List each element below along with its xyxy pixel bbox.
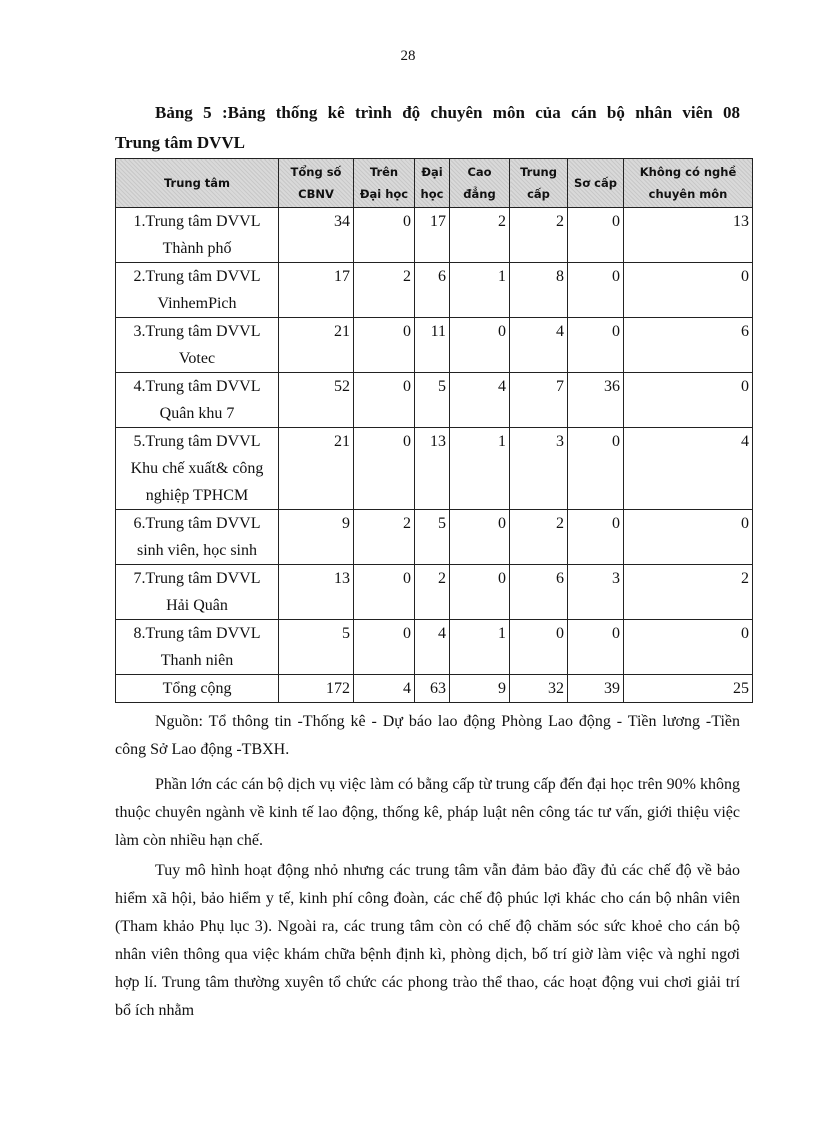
cell-no-qualification: 6 (624, 318, 753, 373)
caption-line-2: Trung tâm DVVL (115, 133, 246, 152)
cell-university: 5 (415, 510, 450, 565)
cell-elementary: 0 (568, 620, 624, 675)
center-name: 7.Trung tâm DVVL Hải Quân (116, 565, 279, 620)
page-number: 28 (400, 48, 416, 64)
header-total-staff: Tổng số CBNV (279, 159, 354, 208)
table-row (116, 565, 753, 620)
cell-no-qualification: 2 (624, 565, 753, 620)
table-row (116, 263, 753, 318)
total-no-qualification: 25 (624, 675, 753, 703)
cell-total-staff: 9 (279, 510, 354, 565)
total-staff: 172 (279, 675, 354, 703)
cell-total-staff: 13 (279, 565, 354, 620)
cell-college: 0 (450, 565, 510, 620)
cell-total-staff: 21 (279, 318, 354, 373)
center-name: 1.Trung tâm DVVL Thành phố (116, 208, 279, 263)
cell-postgraduate: 0 (354, 620, 415, 675)
cell-elementary: 3 (568, 565, 624, 620)
table-row (116, 428, 753, 510)
total-university: 63 (415, 675, 450, 703)
center-name: 8.Trung tâm DVVL Thanh niên (116, 620, 279, 675)
cell-college: 0 (450, 318, 510, 373)
cell-total-staff: 17 (279, 263, 354, 318)
header-intermediate: Trung cấp (510, 159, 568, 208)
cell-university: 11 (415, 318, 450, 373)
header-college: Cao đẳng (450, 159, 510, 208)
cell-university: 6 (415, 263, 450, 318)
cell-university: 4 (415, 620, 450, 675)
cell-university: 13 (415, 428, 450, 510)
cell-no-qualification: 0 (624, 263, 753, 318)
table-row (116, 620, 753, 675)
table-header-row (116, 159, 753, 208)
table-caption (115, 98, 740, 158)
caption-line-1: Bảng 5 :Bảng thống kê trình độ chuyên môn của cán bộ nhân viên 08 (155, 103, 740, 122)
header-university: Đại học (415, 159, 450, 208)
table-row (116, 373, 753, 428)
header-postgraduate: Trên Đại học (354, 159, 415, 208)
cell-no-qualification: 0 (624, 620, 753, 675)
cell-intermediate: 0 (510, 620, 568, 675)
cell-college: 1 (450, 428, 510, 510)
header-elementary: Sơ cấp (568, 159, 624, 208)
cell-no-qualification: 4 (624, 428, 753, 510)
body-paragraph-1: Phần lớn các cán bộ dịch vụ việc làm có bằng cấp từ trung cấp đến đại học trên 90% không thuộc chuyên ngành về kinh tế lao động, thống kê, pháp luật nên công tác tư vấn, giới thiệu việc làm còn nhiều hạn chế. (115, 776, 740, 849)
cell-no-qualification: 13 (624, 208, 753, 263)
staff-qualification-table (115, 158, 753, 703)
center-name: 4.Trung tâm DVVL Quân khu 7 (116, 373, 279, 428)
cell-no-qualification: 0 (624, 510, 753, 565)
cell-postgraduate: 0 (354, 428, 415, 510)
table-row (116, 510, 753, 565)
cell-college: 1 (450, 263, 510, 318)
cell-total-staff: 21 (279, 428, 354, 510)
center-name: 5.Trung tâm DVVL Khu chế xuất& công nghiệp TPHCM (116, 428, 279, 510)
cell-postgraduate: 2 (354, 510, 415, 565)
cell-total-staff: 5 (279, 620, 354, 675)
cell-university: 5 (415, 373, 450, 428)
cell-college: 1 (450, 620, 510, 675)
cell-college: 0 (450, 510, 510, 565)
total-elementary: 39 (568, 675, 624, 703)
cell-university: 17 (415, 208, 450, 263)
cell-elementary: 0 (568, 510, 624, 565)
cell-elementary: 0 (568, 208, 624, 263)
center-name: 3.Trung tâm DVVL Votec (116, 318, 279, 373)
center-name: 6.Trung tâm DVVL sinh viên, học sinh (116, 510, 279, 565)
header-center: Trung tâm (116, 159, 279, 208)
cell-elementary: 36 (568, 373, 624, 428)
cell-elementary: 0 (568, 263, 624, 318)
cell-intermediate: 8 (510, 263, 568, 318)
source-note: Nguồn: Tổ thông tin -Thống kê - Dự báo lao động Phòng Lao động - Tiền lương -Tiền công Sở Lao động -TBXH. (115, 713, 740, 758)
total-label: Tổng cộng (116, 675, 279, 703)
center-name: 2.Trung tâm DVVL VinhemPich (116, 263, 279, 318)
cell-intermediate: 3 (510, 428, 568, 510)
total-postgraduate: 4 (354, 675, 415, 703)
cell-postgraduate: 0 (354, 208, 415, 263)
cell-college: 2 (450, 208, 510, 263)
cell-intermediate: 2 (510, 208, 568, 263)
cell-total-staff: 34 (279, 208, 354, 263)
table-total-row (116, 675, 753, 703)
cell-postgraduate: 0 (354, 373, 415, 428)
cell-elementary: 0 (568, 318, 624, 373)
total-intermediate: 32 (510, 675, 568, 703)
cell-postgraduate: 2 (354, 263, 415, 318)
cell-university: 2 (415, 565, 450, 620)
table-row (116, 318, 753, 373)
cell-intermediate: 4 (510, 318, 568, 373)
cell-intermediate: 2 (510, 510, 568, 565)
cell-elementary: 0 (568, 428, 624, 510)
cell-no-qualification: 0 (624, 373, 753, 428)
cell-postgraduate: 0 (354, 565, 415, 620)
total-college: 9 (450, 675, 510, 703)
cell-postgraduate: 0 (354, 318, 415, 373)
header-no-qualification: Không có nghề chuyên môn (624, 159, 753, 208)
table-row (116, 208, 753, 263)
cell-total-staff: 52 (279, 373, 354, 428)
cell-college: 4 (450, 373, 510, 428)
cell-intermediate: 6 (510, 565, 568, 620)
body-paragraph-2: Tuy mô hình hoạt động nhỏ nhưng các trung tâm vẫn đảm bảo đầy đủ các chế độ về bảo hiểm xã hội, bảo hiểm y tế, kinh phí công đoàn, các chế độ phúc lợi khác cho cán bộ nhân viên (Tham khảo Phụ lục 3). Ngoài ra, các trung tâm còn có chế độ chăm sóc sức khoẻ cho cán bộ nhân viên thông qua việc khám chữa bệnh định kì, phòng dịch, bố trí giờ làm việc và nghỉ ngơi hợp lí. Trung tâm thường xuyên tổ chức các phong trào thể thao, các hoạt động vui chơi giải trí bổ ích nhằm (115, 862, 740, 1019)
cell-intermediate: 7 (510, 373, 568, 428)
